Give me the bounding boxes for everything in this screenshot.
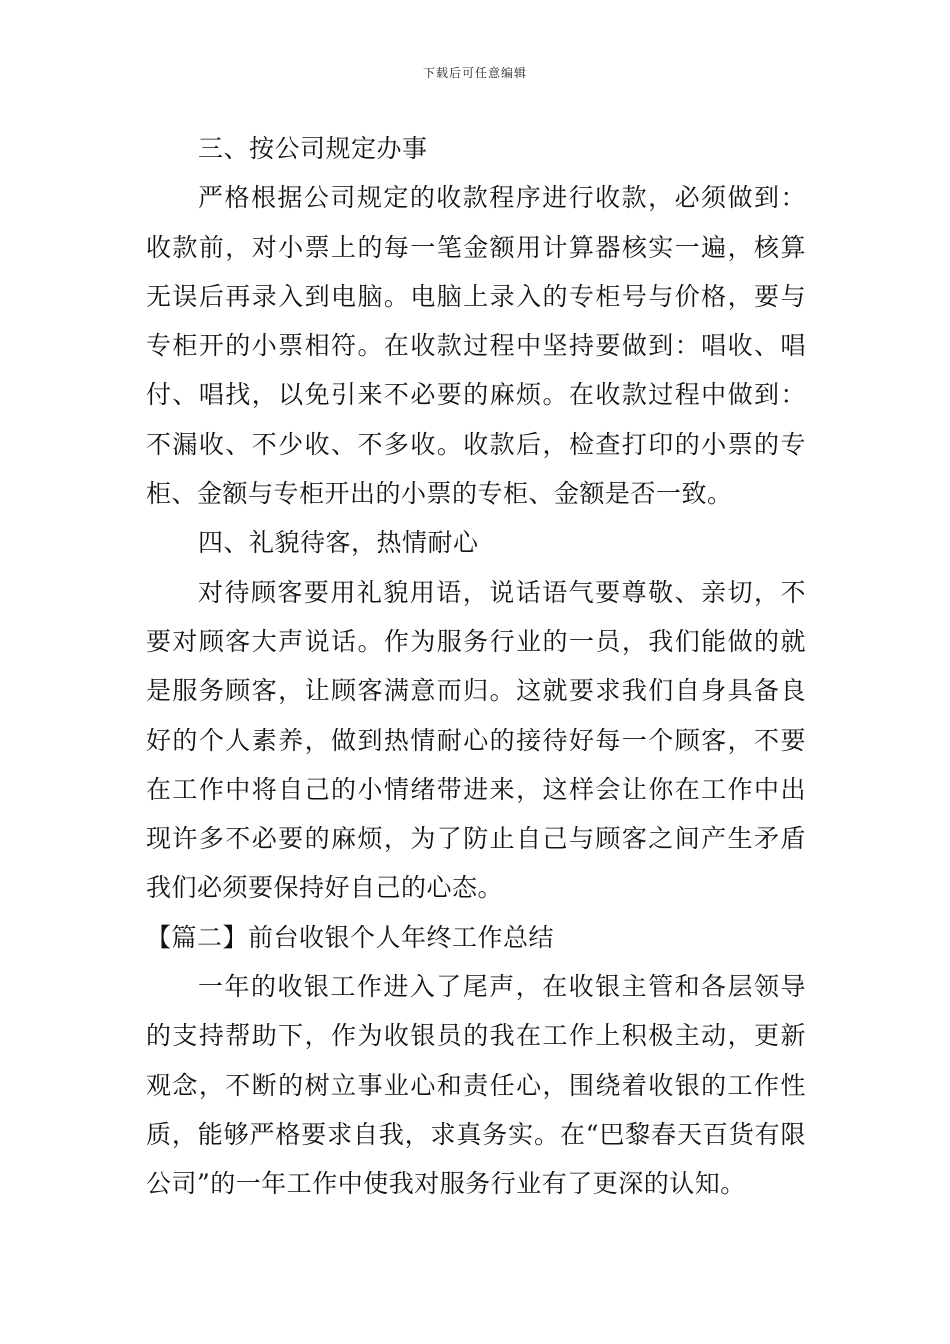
section-heading-3: 三、按公司规定办事 xyxy=(198,134,428,163)
page-header-note: 下载后可任意编辑 xyxy=(422,66,527,80)
part-paragraph-2: 一年的收银工作进入了尾声，在收银主管和各层领导的支持帮助下，作为收银员的我在工作上积极主动，更新观念，不断的树立事业心和责任心，围绕着收银的工作性质，能够严格要求自我，求真务实。在“巴黎春天百货有限公司”的一年工作中使我对服务行业有了更深的认知。 xyxy=(146,972,806,1199)
document-body xyxy=(146,124,806,1209)
section-paragraph-3: 严格根据公司规定的收款程序进行收款，必须做到：收款前，对小票上的每一笔金额用计算器核实一遍，核算无误后再录入到电脑。电脑上录入的专柜号与价格，要与专柜开的小票相符。在收款过程中坚持要做到：唱收、唱付、唱找，以免引来不必要的麻烦。在收款过程中做到：不漏收、不少收、不多收。收款后，检查打印的小票的专柜、金额与专柜开出的小票的专柜、金额是否一致。 xyxy=(146,183,806,509)
part-title-2: 【篇二】前台收银个人年终工作总结 xyxy=(146,922,555,952)
section-paragraph-4: 对待顾客要用礼貌用语，说话语气要尊敬、亲切，不要对顾客大声说话。作为服务行业的一员，我们能做的就是服务顾客，让顾客满意而归。这就要求我们自身具备良好的个人素养，做到热情耐心的接待好每一个顾客，不要在工作中将自己的小情绪带进来，这样会让你在工作中出现许多不必要的麻烦，为了防止自己与顾客之间产生矛盾我们必须要保持好自己的心态。 xyxy=(146,577,806,903)
section-heading-4: 四、礼貌待客，热情耐心 xyxy=(198,528,479,558)
